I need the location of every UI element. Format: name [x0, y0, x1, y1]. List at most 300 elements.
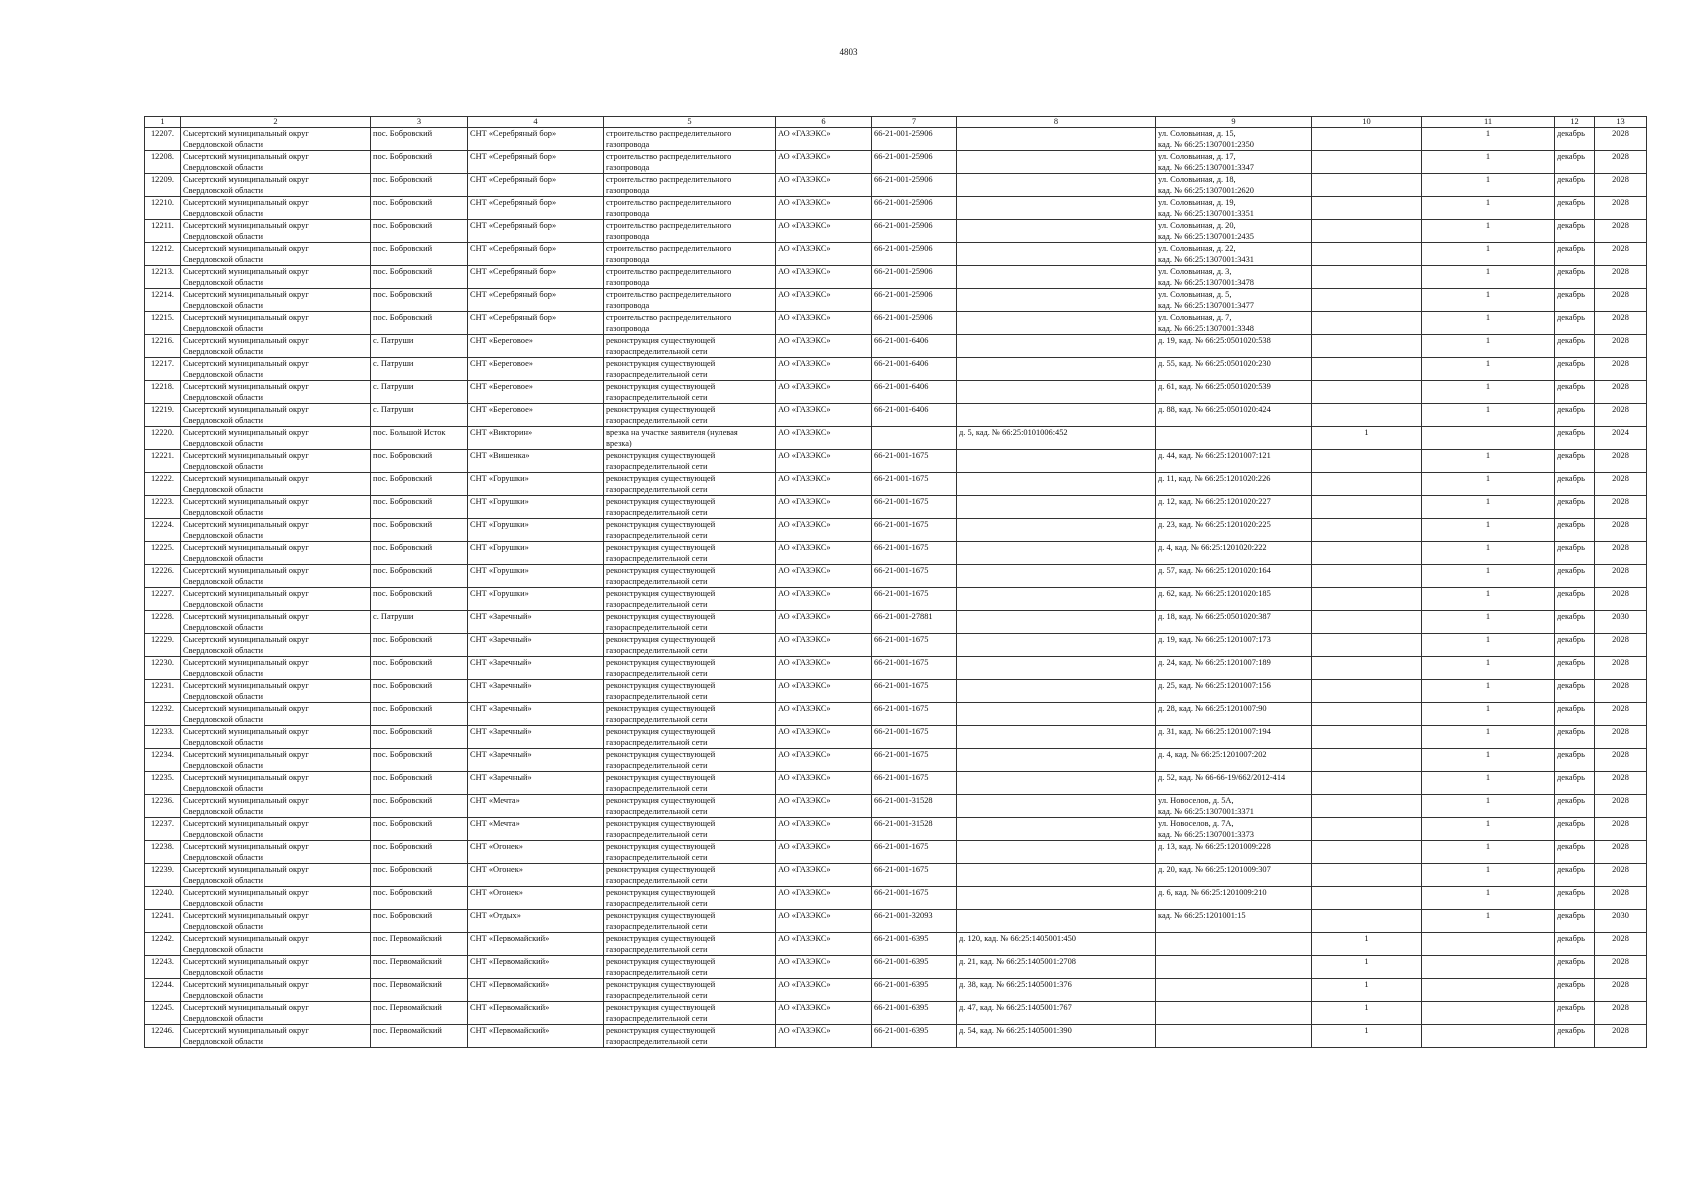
registry-number-cell: 66-21-001-1675 [872, 864, 957, 887]
address-col8-cell [957, 795, 1156, 818]
year-cell: 2030 [1595, 910, 1647, 933]
registry-number-cell: 66-21-001-1675 [872, 473, 957, 496]
organization-cell: АО «ГАЗЭКС» [776, 611, 872, 634]
year-cell: 2028 [1595, 473, 1647, 496]
municipality-cell: Сысертский муниципальный округ Свердловской области [181, 887, 371, 910]
snt-cell: СНТ «Береговое» [468, 404, 604, 427]
col10-cell [1312, 542, 1422, 565]
work-type-cell: строительство распределительного газопровода [604, 243, 776, 266]
snt-cell: СНТ «Первомайский» [468, 933, 604, 956]
organization-cell: АО «ГАЗЭКС» [776, 726, 872, 749]
snt-cell: СНТ «Заречный» [468, 703, 604, 726]
year-cell: 2028 [1595, 496, 1647, 519]
col11-cell: 1 [1422, 335, 1555, 358]
address-col9-cell: кад. № 66:25:1201001:15 [1156, 910, 1312, 933]
col11-cell [1422, 1002, 1555, 1025]
col10-cell [1312, 611, 1422, 634]
municipality-cell: Сысертский муниципальный округ Свердловской области [181, 703, 371, 726]
registry-number-cell: 66-21-001-25906 [872, 151, 957, 174]
year-cell: 2030 [1595, 611, 1647, 634]
work-type-cell: реконструкция существующей газораспределительной сети [604, 933, 776, 956]
organization-cell: АО «ГАЗЭКС» [776, 450, 872, 473]
month-cell: декабрь [1555, 703, 1595, 726]
organization-cell: АО «ГАЗЭКС» [776, 588, 872, 611]
col11-cell: 1 [1422, 404, 1555, 427]
month-cell: декабрь [1555, 726, 1595, 749]
municipality-cell: Сысертский муниципальный округ Свердловской области [181, 611, 371, 634]
column-header: 6 [776, 117, 872, 128]
work-type-cell: реконструкция существующей газораспределительной сети [604, 818, 776, 841]
snt-cell: СНТ «Заречный» [468, 634, 604, 657]
year-cell: 2028 [1595, 128, 1647, 151]
work-type-cell: реконструкция существующей газораспределительной сети [604, 335, 776, 358]
registry-number-cell: 66-21-001-25906 [872, 174, 957, 197]
organization-cell: АО «ГАЗЭКС» [776, 358, 872, 381]
address-col9-cell [1156, 1002, 1312, 1025]
registry-number-cell: 66-21-001-25906 [872, 289, 957, 312]
row-number-cell: 12228. [145, 611, 181, 634]
column-header: 12 [1555, 117, 1595, 128]
registry-number-cell: 66-21-001-1675 [872, 772, 957, 795]
col11-cell: 1 [1422, 657, 1555, 680]
settlement-cell: пос. Бобровский [371, 542, 468, 565]
municipality-cell: Сысертский муниципальный округ Свердловской области [181, 910, 371, 933]
settlement-cell: пос. Бобровский [371, 749, 468, 772]
col11-cell: 1 [1422, 565, 1555, 588]
organization-cell: АО «ГАЗЭКС» [776, 312, 872, 335]
snt-cell: СНТ «Береговое» [468, 335, 604, 358]
table-row [145, 128, 1647, 151]
settlement-cell: пос. Первомайский [371, 933, 468, 956]
registry-number-cell: 66-21-001-6395 [872, 933, 957, 956]
settlement-cell: пос. Первомайский [371, 956, 468, 979]
address-col9-cell: ул. Соловьиная, д. 18, кад. № 66:25:1307001:2620 [1156, 174, 1312, 197]
settlement-cell: пос. Бобровский [371, 174, 468, 197]
col11-cell: 1 [1422, 542, 1555, 565]
snt-cell: СНТ «Первомайский» [468, 1025, 604, 1048]
address-col9-cell: д. 44, кад. № 66:25:1201007:121 [1156, 450, 1312, 473]
col11-cell: 1 [1422, 910, 1555, 933]
col11-cell: 1 [1422, 818, 1555, 841]
month-cell: декабрь [1555, 427, 1595, 450]
address-col8-cell: д. 21, кад. № 66:25:1405001:2708 [957, 956, 1156, 979]
address-col9-cell: ул. Соловьиная, д. 20, кад. № 66:25:1307001:2435 [1156, 220, 1312, 243]
address-col9-cell: д. 19, кад. № 66:25:0501020:538 [1156, 335, 1312, 358]
row-number-cell: 12212. [145, 243, 181, 266]
municipality-cell: Сысертский муниципальный округ Свердловской области [181, 588, 371, 611]
address-col9-cell: д. 28, кад. № 66:25:1201007:90 [1156, 703, 1312, 726]
address-col9-cell: д. 18, кад. № 66:25:0501020:387 [1156, 611, 1312, 634]
table-row [145, 749, 1647, 772]
municipality-cell: Сысертский муниципальный округ Свердловской области [181, 795, 371, 818]
address-col9-cell: д. 61, кад. № 66:25:0501020:539 [1156, 381, 1312, 404]
organization-cell: АО «ГАЗЭКС» [776, 220, 872, 243]
table-row [145, 335, 1647, 358]
col10-cell: 1 [1312, 1025, 1422, 1048]
month-cell: декабрь [1555, 795, 1595, 818]
address-col9-cell: д. 23, кад. № 66:25:1201020:225 [1156, 519, 1312, 542]
registry-number-cell: 66-21-001-6395 [872, 1002, 957, 1025]
year-cell: 2028 [1595, 266, 1647, 289]
registry-number-cell: 66-21-001-1675 [872, 450, 957, 473]
col10-cell: 1 [1312, 956, 1422, 979]
month-cell: декабрь [1555, 680, 1595, 703]
work-type-cell: реконструкция существующей газораспределительной сети [604, 358, 776, 381]
settlement-cell: пос. Бобровский [371, 726, 468, 749]
settlement-cell: пос. Бобровский [371, 312, 468, 335]
year-cell: 2028 [1595, 726, 1647, 749]
year-cell: 2024 [1595, 427, 1647, 450]
month-cell: декабрь [1555, 243, 1595, 266]
settlement-cell: пос. Бобровский [371, 795, 468, 818]
registry-number-cell: 66-21-001-32093 [872, 910, 957, 933]
address-col8-cell [957, 358, 1156, 381]
work-type-cell: реконструкция существующей газораспределительной сети [604, 1002, 776, 1025]
col10-cell [1312, 772, 1422, 795]
row-number-cell: 12235. [145, 772, 181, 795]
col11-cell: 1 [1422, 703, 1555, 726]
settlement-cell: пос. Бобровский [371, 703, 468, 726]
registry-number-cell: 66-21-001-1675 [872, 588, 957, 611]
address-col8-cell: д. 54, кад. № 66:25:1405001:390 [957, 1025, 1156, 1048]
address-col8-cell [957, 910, 1156, 933]
col11-cell: 1 [1422, 358, 1555, 381]
month-cell: декабрь [1555, 450, 1595, 473]
col10-cell [1312, 266, 1422, 289]
row-number-cell: 12211. [145, 220, 181, 243]
work-type-cell: реконструкция существующей газораспределительной сети [604, 496, 776, 519]
address-col8-cell [957, 151, 1156, 174]
organization-cell: АО «ГАЗЭКС» [776, 657, 872, 680]
year-cell: 2028 [1595, 358, 1647, 381]
address-col8-cell [957, 381, 1156, 404]
col11-cell: 1 [1422, 151, 1555, 174]
year-cell: 2028 [1595, 703, 1647, 726]
settlement-cell: пос. Бобровский [371, 818, 468, 841]
snt-cell: СНТ «Серебряный бор» [468, 312, 604, 335]
municipality-cell: Сысертский муниципальный округ Свердловской области [181, 496, 371, 519]
municipality-cell: Сысертский муниципальный округ Свердловской области [181, 174, 371, 197]
settlement-cell: пос. Бобровский [371, 841, 468, 864]
year-cell: 2028 [1595, 197, 1647, 220]
col10-cell [1312, 565, 1422, 588]
col10-cell [1312, 841, 1422, 864]
municipality-cell: Сысертский муниципальный округ Свердловской области [181, 427, 371, 450]
municipality-cell: Сысертский муниципальный округ Свердловской области [181, 266, 371, 289]
table-row [145, 473, 1647, 496]
table-row [145, 243, 1647, 266]
col11-cell: 1 [1422, 588, 1555, 611]
row-number-cell: 12241. [145, 910, 181, 933]
month-cell: декабрь [1555, 381, 1595, 404]
column-header: 8 [957, 117, 1156, 128]
month-cell: декабрь [1555, 473, 1595, 496]
organization-cell: АО «ГАЗЭКС» [776, 910, 872, 933]
snt-cell: СНТ «Серебряный бор» [468, 174, 604, 197]
registry-table [144, 116, 1647, 1048]
snt-cell: СНТ «Серебряный бор» [468, 266, 604, 289]
row-number-cell: 12232. [145, 703, 181, 726]
year-cell: 2028 [1595, 680, 1647, 703]
year-cell: 2028 [1595, 818, 1647, 841]
month-cell: декабрь [1555, 197, 1595, 220]
municipality-cell: Сысертский муниципальный округ Свердловской области [181, 220, 371, 243]
col10-cell [1312, 519, 1422, 542]
table-row [145, 933, 1647, 956]
snt-cell: СНТ «Первомайский» [468, 979, 604, 1002]
registry-number-cell: 66-21-001-6406 [872, 404, 957, 427]
organization-cell: АО «ГАЗЭКС» [776, 1025, 872, 1048]
col11-cell: 1 [1422, 841, 1555, 864]
year-cell: 2028 [1595, 772, 1647, 795]
municipality-cell: Сысертский муниципальный округ Свердловской области [181, 634, 371, 657]
year-cell: 2028 [1595, 657, 1647, 680]
address-col9-cell [1156, 1025, 1312, 1048]
row-number-cell: 12229. [145, 634, 181, 657]
address-col8-cell [957, 312, 1156, 335]
municipality-cell: Сысертский муниципальный округ Свердловской области [181, 657, 371, 680]
address-col9-cell [1156, 933, 1312, 956]
organization-cell: АО «ГАЗЭКС» [776, 243, 872, 266]
col11-cell [1422, 427, 1555, 450]
registry-number-cell: 66-21-001-1675 [872, 657, 957, 680]
work-type-cell: реконструкция существующей газораспределительной сети [604, 1025, 776, 1048]
work-type-cell: строительство распределительного газопровода [604, 128, 776, 151]
month-cell: декабрь [1555, 151, 1595, 174]
registry-number-cell: 66-21-001-1675 [872, 749, 957, 772]
work-type-cell: строительство распределительного газопровода [604, 197, 776, 220]
organization-cell: АО «ГАЗЭКС» [776, 634, 872, 657]
col10-cell [1312, 174, 1422, 197]
address-col9-cell: д. 11, кад. № 66:25:1201020:226 [1156, 473, 1312, 496]
municipality-cell: Сысертский муниципальный округ Свердловской области [181, 1002, 371, 1025]
registry-number-cell: 66-21-001-1675 [872, 519, 957, 542]
col11-cell: 1 [1422, 289, 1555, 312]
work-type-cell: врезка на участке заявителя (нулевая врезка) [604, 427, 776, 450]
municipality-cell: Сысертский муниципальный округ Свердловской области [181, 128, 371, 151]
month-cell: декабрь [1555, 565, 1595, 588]
row-number-cell: 12234. [145, 749, 181, 772]
snt-cell: СНТ «Серебряный бор» [468, 197, 604, 220]
row-number-cell: 12227. [145, 588, 181, 611]
work-type-cell: реконструкция существующей газораспределительной сети [604, 887, 776, 910]
work-type-cell: реконструкция существующей газораспределительной сети [604, 795, 776, 818]
municipality-cell: Сысертский муниципальный округ Свердловской области [181, 450, 371, 473]
col10-cell [1312, 197, 1422, 220]
snt-cell: СНТ «Первомайский» [468, 1002, 604, 1025]
address-col8-cell [957, 864, 1156, 887]
table-row [145, 864, 1647, 887]
address-col9-cell: д. 4, кад. № 66:25:1201007:202 [1156, 749, 1312, 772]
table-row [145, 703, 1647, 726]
registry-number-cell: 66-21-001-1675 [872, 634, 957, 657]
col11-cell: 1 [1422, 220, 1555, 243]
registry-number-cell: 66-21-001-1675 [872, 726, 957, 749]
snt-cell: СНТ «Береговое» [468, 381, 604, 404]
address-col9-cell: д. 19, кад. № 66:25:1201007:173 [1156, 634, 1312, 657]
row-number-cell: 12208. [145, 151, 181, 174]
address-col9-cell: ул. Новоселов, д. 7А, кад. № 66:25:1307001:3373 [1156, 818, 1312, 841]
municipality-cell: Сысертский муниципальный округ Свердловской области [181, 726, 371, 749]
work-type-cell: реконструкция существующей газораспределительной сети [604, 404, 776, 427]
table-row [145, 151, 1647, 174]
col11-cell: 1 [1422, 381, 1555, 404]
year-cell: 2028 [1595, 151, 1647, 174]
settlement-cell: пос. Первомайский [371, 1025, 468, 1048]
snt-cell: СНТ «Серебряный бор» [468, 243, 604, 266]
address-col8-cell [957, 404, 1156, 427]
work-type-cell: реконструкция существующей газораспределительной сети [604, 772, 776, 795]
month-cell: декабрь [1555, 128, 1595, 151]
col11-cell [1422, 956, 1555, 979]
address-col8-cell [957, 818, 1156, 841]
snt-cell: СНТ «Заречный» [468, 611, 604, 634]
table-row [145, 312, 1647, 335]
settlement-cell: пос. Первомайский [371, 979, 468, 1002]
col11-cell: 1 [1422, 749, 1555, 772]
address-col9-cell: ул. Соловьиная, д. 5, кад. № 66:25:1307001:3477 [1156, 289, 1312, 312]
settlement-cell: пос. Бобровский [371, 243, 468, 266]
col11-cell: 1 [1422, 887, 1555, 910]
registry-number-cell: 66-21-001-25906 [872, 312, 957, 335]
year-cell: 2028 [1595, 289, 1647, 312]
snt-cell: СНТ «Серебряный бор» [468, 289, 604, 312]
row-number-cell: 12230. [145, 657, 181, 680]
year-cell: 2028 [1595, 956, 1647, 979]
registry-number-cell: 66-21-001-1675 [872, 887, 957, 910]
snt-cell: СНТ «Заречный» [468, 726, 604, 749]
month-cell: декабрь [1555, 588, 1595, 611]
work-type-cell: реконструкция существующей газораспределительной сети [604, 381, 776, 404]
address-col9-cell: д. 20, кад. № 66:25:1201009:307 [1156, 864, 1312, 887]
month-cell: декабрь [1555, 174, 1595, 197]
address-col9-cell: д. 4, кад. № 66:25:1201020:222 [1156, 542, 1312, 565]
col10-cell [1312, 312, 1422, 335]
municipality-cell: Сысертский муниципальный округ Свердловской области [181, 335, 371, 358]
row-number-cell: 12236. [145, 795, 181, 818]
registry-number-cell: 66-21-001-1675 [872, 542, 957, 565]
settlement-cell: пос. Бобровский [371, 496, 468, 519]
organization-cell: АО «ГАЗЭКС» [776, 381, 872, 404]
address-col8-cell: д. 5, кад. № 66:25:0101006:452 [957, 427, 1156, 450]
work-type-cell: реконструкция существующей газораспределительной сети [604, 864, 776, 887]
month-cell: декабрь [1555, 1002, 1595, 1025]
table-row [145, 611, 1647, 634]
row-number-cell: 12226. [145, 565, 181, 588]
row-number-cell: 12217. [145, 358, 181, 381]
municipality-cell: Сысертский муниципальный округ Свердловской области [181, 519, 371, 542]
work-type-cell: строительство распределительного газопровода [604, 266, 776, 289]
col11-cell: 1 [1422, 795, 1555, 818]
month-cell: декабрь [1555, 818, 1595, 841]
organization-cell: АО «ГАЗЭКС» [776, 933, 872, 956]
month-cell: декабрь [1555, 519, 1595, 542]
organization-cell: АО «ГАЗЭКС» [776, 703, 872, 726]
settlement-cell: пос. Бобровский [371, 519, 468, 542]
month-cell: декабрь [1555, 910, 1595, 933]
month-cell: декабрь [1555, 749, 1595, 772]
row-number-cell: 12209. [145, 174, 181, 197]
address-col8-cell [957, 197, 1156, 220]
municipality-cell: Сысертский муниципальный округ Свердловской области [181, 749, 371, 772]
address-col8-cell [957, 611, 1156, 634]
table-row [145, 565, 1647, 588]
col10-cell [1312, 243, 1422, 266]
municipality-cell: Сысертский муниципальный округ Свердловской области [181, 680, 371, 703]
organization-cell: АО «ГАЗЭКС» [776, 864, 872, 887]
table-row [145, 657, 1647, 680]
row-number-cell: 12222. [145, 473, 181, 496]
month-cell: декабрь [1555, 864, 1595, 887]
address-col9-cell: ул. Соловьиная, д. 17, кад. № 66:25:1307001:3347 [1156, 151, 1312, 174]
snt-cell: СНТ «Заречный» [468, 772, 604, 795]
table-row [145, 496, 1647, 519]
year-cell: 2028 [1595, 450, 1647, 473]
table-row [145, 266, 1647, 289]
table-row [145, 404, 1647, 427]
year-cell: 2028 [1595, 634, 1647, 657]
address-col9-cell: д. 62, кад. № 66:25:1201020:185 [1156, 588, 1312, 611]
settlement-cell: пос. Бобровский [371, 680, 468, 703]
col11-cell: 1 [1422, 634, 1555, 657]
year-cell: 2028 [1595, 749, 1647, 772]
col11-cell: 1 [1422, 864, 1555, 887]
municipality-cell: Сысертский муниципальный округ Свердловской области [181, 542, 371, 565]
settlement-cell: пос. Первомайский [371, 1002, 468, 1025]
address-col9-cell [1156, 427, 1312, 450]
registry-number-cell: 66-21-001-31528 [872, 795, 957, 818]
organization-cell: АО «ГАЗЭКС» [776, 427, 872, 450]
row-number-cell: 12244. [145, 979, 181, 1002]
address-col9-cell [1156, 956, 1312, 979]
snt-cell: СНТ «Отдых» [468, 910, 604, 933]
table-row [145, 197, 1647, 220]
municipality-cell: Сысертский муниципальный округ Свердловской области [181, 243, 371, 266]
snt-cell: СНТ «Огонек» [468, 887, 604, 910]
year-cell: 2028 [1595, 1025, 1647, 1048]
col10-cell [1312, 358, 1422, 381]
registry-number-cell: 66-21-001-25906 [872, 220, 957, 243]
work-type-cell: реконструкция существующей газораспределительной сети [604, 703, 776, 726]
col10-cell [1312, 726, 1422, 749]
year-cell: 2028 [1595, 1002, 1647, 1025]
col10-cell [1312, 588, 1422, 611]
address-col8-cell [957, 634, 1156, 657]
address-col8-cell [957, 726, 1156, 749]
col10-cell [1312, 151, 1422, 174]
organization-cell: АО «ГАЗЭКС» [776, 818, 872, 841]
municipality-cell: Сысертский муниципальный округ Свердловской области [181, 565, 371, 588]
address-col9-cell: ул. Соловьиная, д. 22, кад. № 66:25:1307001:3431 [1156, 243, 1312, 266]
address-col8-cell [957, 703, 1156, 726]
municipality-cell: Сысертский муниципальный округ Свердловской области [181, 289, 371, 312]
table-row [145, 450, 1647, 473]
table-row [145, 795, 1647, 818]
municipality-cell: Сысертский муниципальный округ Свердловской области [181, 979, 371, 1002]
registry-number-cell: 66-21-001-6406 [872, 335, 957, 358]
settlement-cell: с. Патруши [371, 358, 468, 381]
address-col8-cell [957, 174, 1156, 197]
row-number-cell: 12231. [145, 680, 181, 703]
row-number-cell: 12245. [145, 1002, 181, 1025]
column-header: 11 [1422, 117, 1555, 128]
settlement-cell: пос. Бобровский [371, 565, 468, 588]
address-col9-cell: ул. Новоселов, д. 5А, кад. № 66:25:1307001:3371 [1156, 795, 1312, 818]
table-row [145, 588, 1647, 611]
col11-cell: 1 [1422, 473, 1555, 496]
month-cell: декабрь [1555, 335, 1595, 358]
settlement-cell: пос. Бобровский [371, 588, 468, 611]
